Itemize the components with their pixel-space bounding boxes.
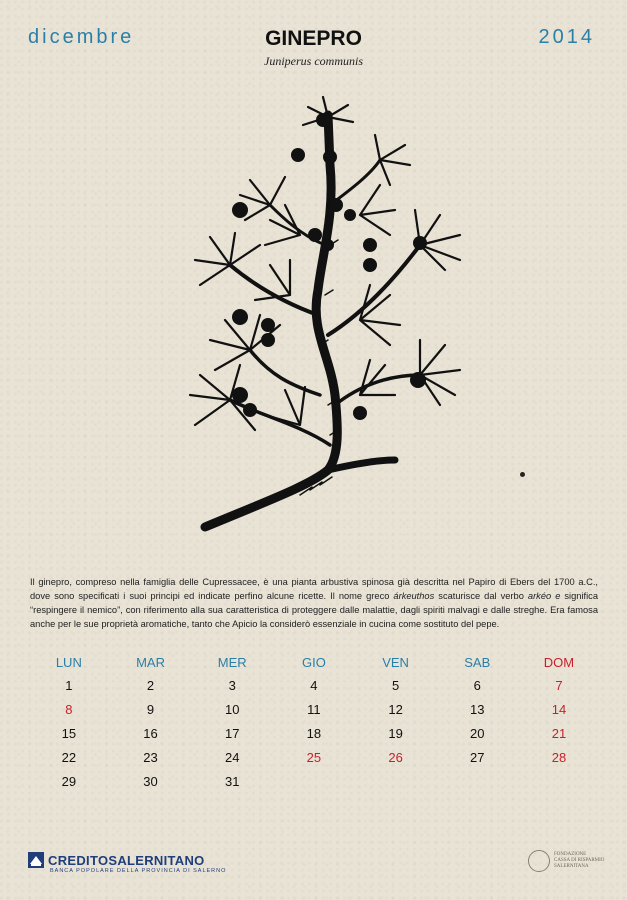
bank-emblem-icon (28, 852, 44, 868)
calendar-day: 3 (228, 678, 236, 693)
calendar-day: 16 (143, 726, 158, 741)
description-italic-1: árkeuthos (393, 591, 435, 601)
weekday-3: GIO (301, 655, 326, 670)
calendar-day: 26 (388, 750, 403, 765)
calendar-day: 31 (224, 774, 240, 789)
calendar-day: 24 (224, 750, 240, 765)
juniper-illustration (160, 95, 480, 545)
calendar-day: 7 (555, 678, 563, 693)
weekday-0: LUN (55, 655, 82, 670)
calendar-day: 14 (551, 702, 567, 717)
calendar-grid (28, 674, 600, 794)
calendar-day: 1 (65, 678, 73, 693)
calendar-week (28, 674, 600, 698)
description-italic-2: arkéo e (527, 591, 561, 601)
calendar-day (355, 770, 437, 794)
page-title: GINEPRO (265, 27, 362, 50)
description-part-2: scaturisce dal verbo (434, 591, 528, 601)
calendar-day (518, 770, 600, 794)
calendar-day: 19 (388, 726, 403, 741)
calendar-day: 11 (307, 702, 321, 717)
bank-logo (28, 852, 205, 868)
month-calendar (28, 655, 600, 794)
calendar-week (28, 722, 600, 746)
calendar-day: 22 (61, 750, 77, 765)
calendar-day: 27 (470, 750, 485, 765)
calendar-day (436, 770, 518, 794)
foundation-logo (528, 850, 604, 872)
decorative-dot (520, 472, 525, 477)
calendar-day: 23 (143, 750, 158, 765)
calendar-day: 30 (143, 774, 158, 789)
calendar-day: 29 (61, 774, 77, 789)
calendar-day: 21 (551, 726, 567, 741)
weekday-header (28, 655, 600, 674)
calendar-day: 5 (391, 678, 400, 693)
calendar-day: 4 (310, 678, 318, 693)
weekday-4: VEN (382, 655, 409, 670)
calendar-day: 15 (61, 726, 77, 741)
calendar-day: 17 (224, 726, 240, 741)
calendar-day: 12 (388, 702, 403, 717)
calendar-day: 8 (65, 702, 73, 717)
description-part-3: significa “respingere il nemico”, con riferimento alla sua caratteristica di proteggere dalle malattie, dagli spiriti malvagi e dalle streghe. Era famosa anche per le sue proprietà aromatiche, tanto che Apicio la considerò essenziale in cucina come sostituto del pepe. (30, 591, 598, 629)
foundation-seal-icon (528, 850, 550, 872)
foundation-name (554, 852, 604, 870)
calendar-week (28, 770, 600, 794)
description-part-1: Il ginepro, compreso nella famiglia delle Cupressacee, è una pianta arbustiva spinosa già descritta nel Papiro di Ebers del 1700 a.C., dove sono specificati i suoi principi ed indicate perfino alcune ricette. Il nome greco (30, 577, 598, 601)
description-text (30, 575, 598, 631)
bank-tagline: BANCA POPOLARE DELLA PROVINCIA DI SALERNO (50, 868, 227, 874)
calendar-day: 9 (146, 702, 155, 717)
calendar-week (28, 698, 600, 722)
scientific-name: Juniperus communis (264, 54, 363, 68)
calendar-day: 2 (146, 678, 155, 693)
calendar-day: 18 (306, 726, 322, 741)
foundation-line-2: CASSA DI RISPARMIO (554, 858, 605, 863)
calendar-day: 25 (306, 750, 322, 765)
month-label: dicembre (28, 26, 135, 48)
weekday-6: DOM (543, 655, 575, 670)
calendar-day: 28 (551, 750, 567, 765)
calendar-day (273, 770, 355, 794)
weekday-1: MAR (136, 655, 165, 670)
calendar-week (28, 746, 600, 770)
foundation-line-1: FONDAZIONE (554, 852, 587, 857)
calendar-day: 10 (224, 702, 240, 717)
year-label: 2014 (538, 26, 595, 48)
calendar-day: 13 (470, 702, 485, 717)
calendar-day: 20 (470, 726, 485, 741)
calendar-day: 6 (473, 678, 481, 693)
foundation-line-3: SALERNITANA (554, 864, 589, 869)
bank-name: CREDITOSALERNITANO (48, 852, 205, 868)
weekday-5: SAB (464, 655, 491, 670)
weekday-2: MER (217, 655, 247, 670)
